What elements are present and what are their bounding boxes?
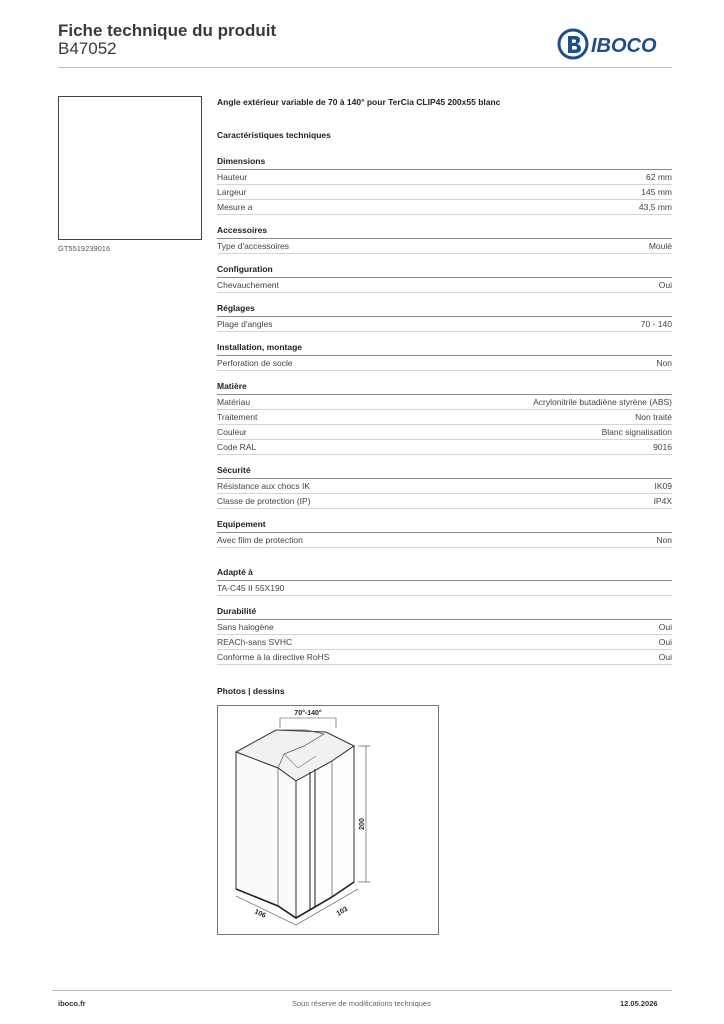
spec-row: Résistance aux chocs IK IK09 bbox=[217, 479, 672, 494]
spec-group-durabilite bbox=[217, 605, 672, 665]
header-divider bbox=[58, 67, 672, 68]
specs-column bbox=[217, 96, 672, 697]
spec-group-dimensions bbox=[217, 155, 672, 215]
spec-row: Plage d'angles 70 - 140 bbox=[217, 317, 672, 332]
spec-row: Chevauchement Oui bbox=[217, 278, 672, 293]
spec-row: Hauteur 62 mm bbox=[217, 170, 672, 185]
product-name: Angle extérieur variable de 70 à 140° pour TerCia CLIP45 200x55 blanc bbox=[217, 97, 501, 107]
spec-group-installation bbox=[217, 341, 672, 371]
spec-row: Classe de protection (IP) IP4X bbox=[217, 494, 672, 509]
spec-group-reglages bbox=[217, 302, 672, 332]
footer-divider bbox=[52, 990, 672, 991]
spec-row: Couleur Blanc signalisation bbox=[217, 425, 672, 440]
footer-date: 12.05.2026 bbox=[620, 999, 658, 1008]
group-title: Accessoires bbox=[217, 224, 672, 239]
footer-disclaimer: Sous réserve de modifications techniques bbox=[292, 999, 431, 1008]
group-title: Sécurité bbox=[217, 464, 672, 479]
group-title: Durabilité bbox=[217, 605, 672, 620]
technical-drawing bbox=[217, 705, 439, 935]
spec-group-matiere bbox=[217, 380, 672, 455]
spec-row: Matériau Acrylonitrile butadiène styrène (ABS) bbox=[217, 395, 672, 410]
footer-website[interactable]: iboco.fr bbox=[58, 999, 86, 1008]
iboco-logo bbox=[557, 28, 675, 60]
group-title: Dimensions bbox=[217, 155, 672, 170]
photos-heading: Photos | dessins bbox=[217, 686, 285, 696]
spec-row: Code RAL 9016 bbox=[217, 440, 672, 455]
specs-heading: Caractéristiques techniques bbox=[217, 130, 331, 140]
corner-angle-drawing bbox=[218, 706, 438, 934]
spec-row: Largeur 145 mm bbox=[217, 185, 672, 200]
spec-group-accessoires bbox=[217, 224, 672, 254]
spec-row: Type d'accessoires Moulé bbox=[217, 239, 672, 254]
spec-row: Sans halogène Oui bbox=[217, 620, 672, 635]
spec-group-adapte bbox=[217, 566, 672, 596]
group-title: Réglages bbox=[217, 302, 672, 317]
group-title: Installation, montage bbox=[217, 341, 672, 356]
spec-group-securite bbox=[217, 464, 672, 509]
ean-code: GT5519239016 bbox=[58, 244, 111, 253]
spec-row: Perforation de socle Non bbox=[217, 356, 672, 371]
spec-row: REACh-sans SVHC Oui bbox=[217, 635, 672, 650]
product-reference: B47052 bbox=[58, 39, 117, 58]
group-title: Adapté à bbox=[217, 566, 672, 581]
spec-row: Traitement Non traité bbox=[217, 410, 672, 425]
spec-row: Avec film de protection Non bbox=[217, 533, 672, 548]
group-title: Configuration bbox=[217, 263, 672, 278]
svg-text:106: 106 bbox=[253, 908, 267, 920]
product-image bbox=[58, 96, 202, 240]
spec-row: TA-C45 II 55X190 bbox=[217, 581, 672, 596]
group-title: Matière bbox=[217, 380, 672, 395]
page-title: Fiche technique du produit bbox=[58, 21, 277, 40]
spec-group-configuration bbox=[217, 263, 672, 293]
spec-row: Mesure a 43,5 mm bbox=[217, 200, 672, 215]
spec-group-equipement bbox=[217, 518, 672, 548]
spec-row: Conforme à la directive RoHS Oui bbox=[217, 650, 672, 665]
svg-text:200: 200 bbox=[359, 818, 366, 830]
svg-text:70°-140°: 70°-140° bbox=[294, 710, 322, 717]
svg-text:IBOCO: IBOCO bbox=[591, 35, 657, 57]
group-title: Equipement bbox=[217, 518, 672, 533]
svg-text:103: 103 bbox=[335, 905, 350, 918]
